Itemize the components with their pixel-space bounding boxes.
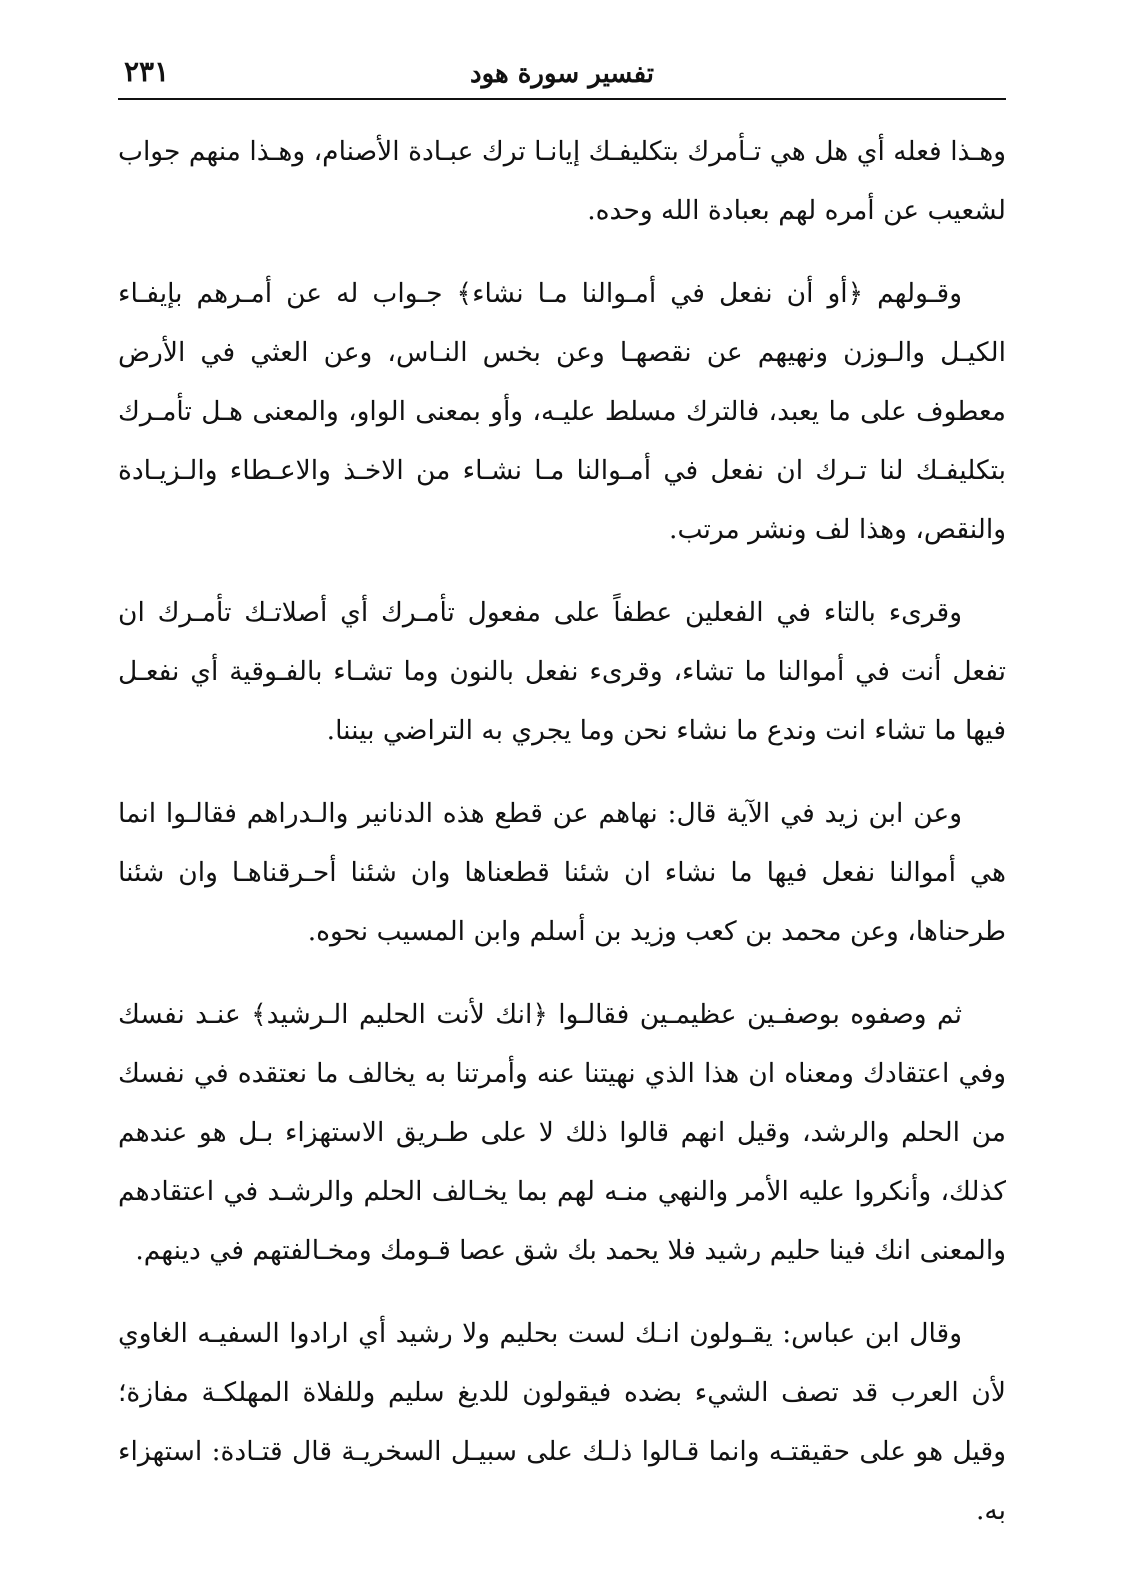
header-divider bbox=[118, 98, 1006, 100]
paragraph: وقـولهم ﴿أو أن نفعل في أمـوالنا مـا نشاء﴾ جـواب له عن أمـرهم بإيفـاء الكيـل والـوزن ونهيهم عن نقصهـا وعن بخس النـاس، وعن العثي في الأرض معطوف على ما يعبد، فالترك مسلط عليـه، وأو بمعنى الواو، والمعنى هـل تأمـرك بتكليفـك لنا تـرك ان نفعل في أمـوالنا مـا نشـاء من الاخـذ والاعـطاء والـزيـادة والنقص، وهذا لف ونشر مرتب. bbox=[118, 278, 1006, 545]
paragraph: وهـذا فعله أي هل هي تـأمرك بتكليفـك إيانـا ترك عبـادة الأصنام، وهـذا منهم جواب لشعيب عن أمره لهم بعبادة الله وحده. bbox=[118, 136, 1006, 226]
page-header bbox=[118, 52, 1006, 100]
paragraph: ثم وصفوه بوصفـين عظيمـين فقالـوا ﴿انك لأنت الحليم الـرشيد﴾ عنـد نفسك وفي اعتقادك ومعناه ان هذا الذي نهيتنا عنه وأمرتنا به يخالف ما نعتقده في نفسك من الحلم والرشد، وقيل انهم قالوا ذلك لا على طـريق الاستهزاء بـل هو عندهم كذلك، وأنكروا عليه الأمر والنهي منـه لهم بما يخـالف الحلم والرشـد في اعتقادهم والمعنى انك فينا حليم رشيد فلا يحمد بك شق عصا قـومك ومخـالفتهم في دينهم. bbox=[118, 999, 1006, 1266]
paragraph: وقال ابن عباس: يقـولون انـك لست بحليم ولا رشيد أي ارادوا السفيـه الغاوي لأن العرب قد تصف الشيء بضده فيقولون للديغ سليم وللفلاة المهلكـة مفازة؛ وقيل هو على حقيقتـه وانما قـالوا ذلـك على سبيـل السخريـة قال قتـادة: استهزاء به. bbox=[118, 1318, 1006, 1526]
paragraph: وعن ابن زيد في الآية قال: نهاهم عن قطع هذه الدنانير والـدراهم فقالـوا انما هي أموالنا نفعل فيها ما نشاء ان شئنا قطعناها وان شئنا أحـرقناهـا وان شئنا طرحناها، وعن محمد بن كعب وزيد بن أسلم وابن المسيب نحوه. bbox=[118, 798, 1006, 947]
body-text bbox=[118, 122, 1006, 1564]
paragraph: وقرىء بالتاء في الفعلين عطفاً على مفعول تأمـرك أي أصلاتـك تأمـرك ان تفعل أنت في أموالنا ما تشاء، وقرىء نفعل بالنون وما تشـاء بالفـوقية أي نفعـل فيها ما تشاء انت وندع ما نشاء نحن وما يجري به التراضي بيننا. bbox=[118, 597, 1006, 746]
running-title: تفسير سورة هود bbox=[470, 59, 654, 89]
page-number: ٢٣١ bbox=[124, 55, 170, 88]
